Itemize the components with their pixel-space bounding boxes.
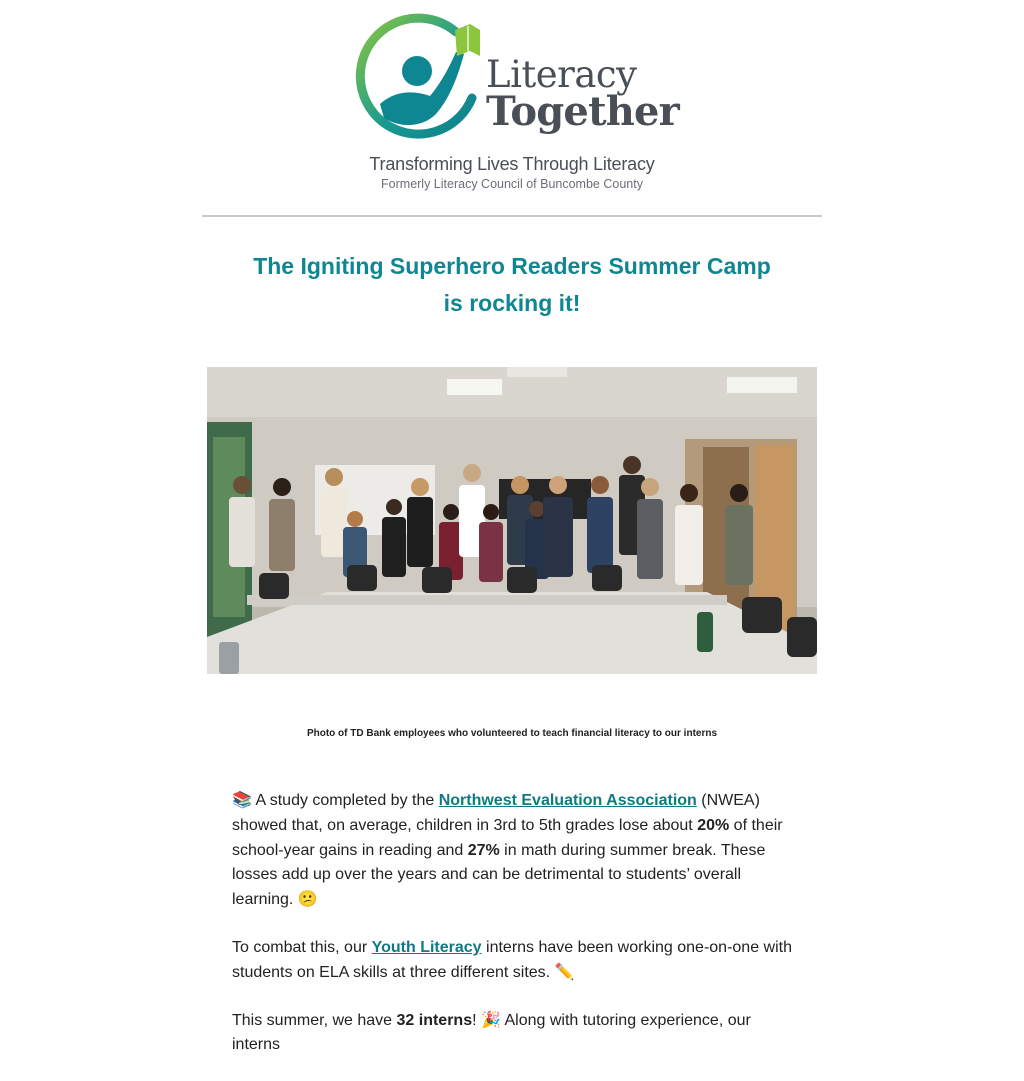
book-emoji-icon: 📚 [232,792,252,809]
tagline: Transforming Lives Through Literacy [369,154,655,174]
newsletter-headline [212,248,812,322]
p1-text-d: in math during summer break. These losses add up over the years and can be detrimental to students’ overall learning. [232,841,766,909]
pencil-icon: ✏️ [554,963,575,981]
p2-text-a: To combat this, our [232,938,372,956]
p1-text-c: of their school-year gains in reading and [232,816,783,859]
p1-text-a: A study completed by the [255,792,439,809]
header-divider [202,215,822,217]
logo-word-together: Together [486,88,679,135]
paragraph-interns [232,1009,798,1059]
formerly-note: Formerly Literacy Council of Buncombe County [381,177,643,191]
math-loss-stat: 27% [467,841,500,859]
nwea-link[interactable]: Northwest Evaluation Association [438,792,697,809]
headline-line-2: is rocking it! [443,290,581,316]
paragraph-summer-loss [232,789,798,913]
group-photo-illustration [207,367,817,674]
p3-text-b: ! 🎉 Along with tutoring experience, our interns [232,1011,751,1054]
logo-word-literacy: Literacy [486,53,637,96]
confused-face-icon: 😕 [297,891,318,909]
p1-text-b: (NWEA) showed that, on average, children in 3rd to 5th grades lose about [232,792,760,834]
p2-text-b: interns have been working one-on-one with students on ELA skills at three different sites. [232,938,792,981]
interns-count: 32 interns [396,1011,473,1029]
p3-text-a: This summer, we have [232,1011,397,1029]
literacy-together-logo[interactable] [360,18,679,143]
logo-mark-icon [360,18,485,140]
photo-caption: Photo of TD Bank employees who volunteered to teach financial literacy to our interns [306,728,718,739]
paragraph-youth-literacy [232,936,798,986]
youth-literacy-link[interactable]: Youth Literacy [371,938,482,956]
group-photo[interactable] [207,367,817,674]
newsletter-body [232,789,798,1081]
headline-line-1: The Igniting Superhero Readers Summer Camp [253,253,771,279]
reading-loss-stat: 20% [697,816,730,834]
